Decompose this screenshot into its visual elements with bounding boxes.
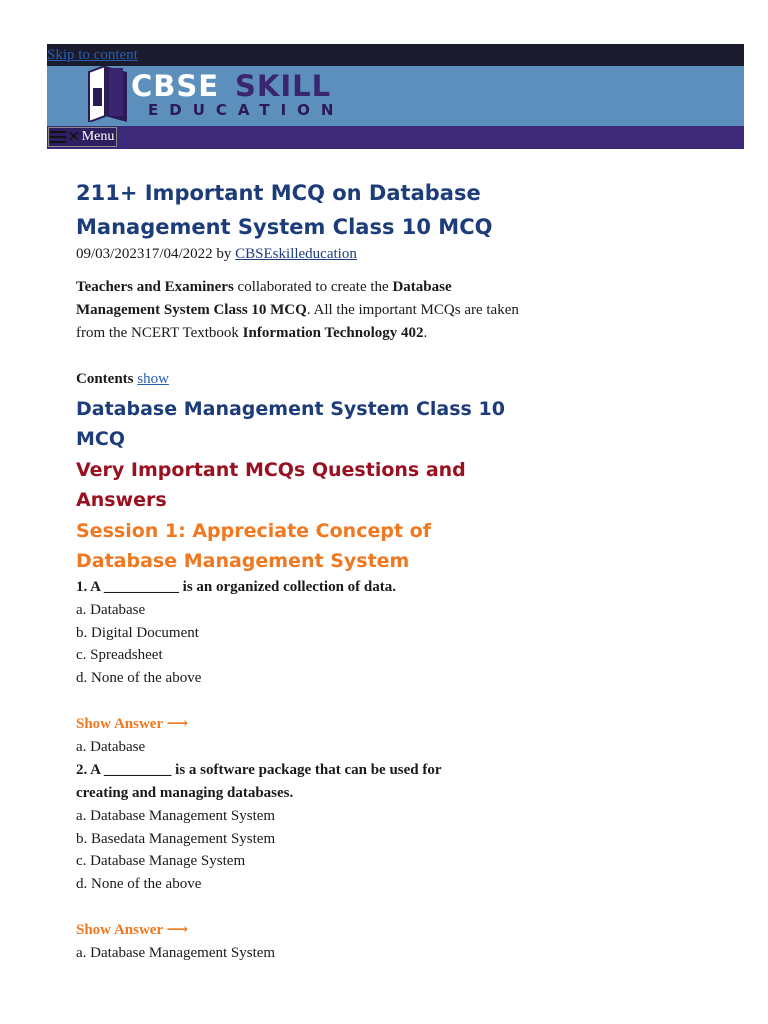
post-by: by (216, 246, 232, 262)
question-text-continued: creating and managing databases. (76, 784, 294, 801)
intro-text-3: . (423, 325, 428, 341)
post-dates: 09/03/202317/04/2022 (76, 246, 213, 262)
show-answer-toggle[interactable]: Show Answer ⟶ (76, 715, 189, 732)
option-b: b. Basedata Management System (76, 830, 276, 847)
menu-label: Menu (81, 129, 115, 144)
intro-bold-1: Teachers and Examiners (76, 279, 234, 295)
question-block (76, 576, 536, 759)
brand-education-text: EDUCATION (148, 101, 345, 119)
site-header-banner (47, 66, 744, 126)
post-meta (76, 244, 536, 264)
option-a: a. Database Management System (76, 807, 276, 824)
section-heading-session: Session 1: Appreciate Concept of Database Management System (76, 520, 431, 572)
answer-text: a. Database Management System (76, 944, 276, 961)
intro-bold-3: Information Technology 402 (242, 325, 424, 341)
question-text: 2. A _________ is a software package that can be used for (76, 761, 442, 778)
article-content (76, 176, 536, 965)
option-c: c. Spreadsheet (76, 647, 163, 664)
close-icon: ✕ (68, 129, 80, 145)
skip-to-content-link[interactable]: Skip to content (47, 47, 138, 63)
intro-text-1: collaborated to create the (233, 279, 393, 295)
intro-bold-2: Database Management System Class 10 MCQ (76, 279, 452, 318)
hamburger-icon (50, 131, 66, 143)
option-d: d. None of the above (76, 875, 202, 892)
section-heading-sub: Very Important MCQs Questions and Answers (76, 459, 466, 511)
page-title: 211+ Important MCQ on Database Management System Class 10 MCQ (76, 181, 493, 239)
question-block (76, 759, 536, 965)
section-heading-main: Database Management System Class 10 MCQ (76, 398, 505, 450)
menu-button[interactable] (48, 127, 117, 147)
option-c: c. Database Manage System (76, 853, 246, 870)
show-answer-toggle[interactable]: Show Answer ⟶ (76, 921, 189, 938)
author-link[interactable]: CBSEskilleducation (235, 246, 357, 262)
top-bar (47, 44, 744, 66)
contents-show-link[interactable]: show (137, 371, 169, 387)
contents-label: Contents (76, 371, 134, 387)
intro-paragraph (76, 276, 536, 345)
option-a: a. Database (76, 602, 146, 618)
book-logo-icon (85, 66, 131, 122)
intro-text-2: . All the important MCQs are taken from the NCERT Textbook (76, 302, 519, 341)
table-of-contents (76, 369, 536, 389)
option-b: b. Digital Document (76, 624, 199, 641)
brand-skill-text: SKILL (235, 69, 332, 103)
brand-cbse-text: CBSE (131, 69, 220, 103)
navigation-bar (47, 126, 744, 149)
option-d: d. None of the above (76, 670, 202, 687)
answer-text: a. Database (76, 738, 146, 755)
question-text: 1. A __________ is an organized collection of data. (76, 579, 396, 595)
